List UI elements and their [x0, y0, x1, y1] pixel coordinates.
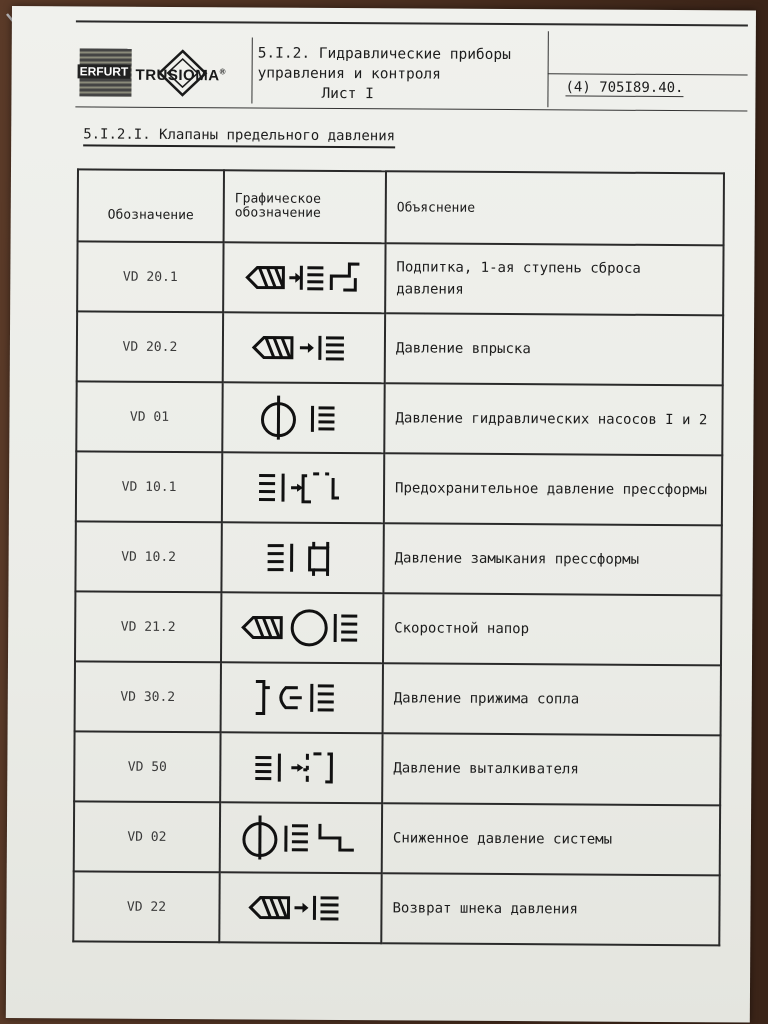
table-header-row: [78, 169, 724, 245]
logo-trusioma-text: TRUSIOMA®: [135, 66, 227, 85]
table-row: [77, 241, 723, 315]
ejector-bars-dashed-icon: [241, 743, 361, 792]
table-row: [76, 451, 722, 525]
row-explanation: Давление гидравлических насосов I и 2: [384, 383, 722, 455]
table-row: [75, 661, 721, 735]
row-explanation: Давление впрыска: [385, 313, 723, 385]
document-page: [6, 6, 756, 1023]
symbol-cell: [223, 242, 385, 313]
symbol-cell: [222, 382, 384, 453]
table-row: [76, 381, 722, 455]
row-code: VD 02: [74, 801, 220, 872]
row-explanation: Давление выталкивателя: [382, 733, 720, 805]
pump-bars-step-icon: [236, 813, 366, 862]
company-logo: [75, 42, 245, 101]
logo-erfurt-text: ERFURT: [79, 64, 129, 79]
section-title: 5.I.2.I. Клапаны предельного давления: [83, 126, 395, 148]
header-designation: Обозначение: [78, 169, 224, 242]
symbol-cell: [221, 522, 383, 593]
table-row: [74, 801, 720, 875]
row-explanation: Подпитка, 1-ая ступень сброса давления: [385, 243, 723, 315]
screw-arrow-bars-icon: [244, 327, 364, 368]
symbol-cell: [221, 662, 383, 733]
symbol-cell: [223, 312, 385, 383]
header-graphic: Графическое обозначение: [224, 170, 386, 243]
row-code: VD 20.2: [77, 311, 223, 382]
nozzle-bars-icon: [242, 673, 362, 722]
row-explanation: Сниженное давление системы: [382, 803, 720, 875]
row-explanation: Предохранительное давление прессформы: [384, 453, 722, 525]
title-line-2: управления и контроля: [257, 65, 441, 83]
symbol-cell: [222, 452, 384, 523]
symbol-cell: [220, 732, 382, 803]
row-code: VD 30.2: [75, 661, 221, 732]
bars-mold-icon: [247, 533, 357, 582]
pump-bars-icon: [248, 393, 358, 442]
row-code: VD 21.2: [75, 591, 221, 662]
row-code: VD 10.1: [76, 451, 222, 522]
row-code: VD 22: [73, 871, 219, 942]
row-explanation: Давление замыкания прессформы: [383, 523, 721, 595]
row-explanation: Возврат шнека давления: [381, 873, 719, 945]
title-line-3: Лист I: [321, 85, 374, 103]
document-number: (4) 705I89.40.: [565, 79, 684, 97]
table-row: [74, 731, 720, 805]
bars-arrow-mold-dashed-icon: [243, 463, 363, 512]
header-explanation: Объяснение: [386, 171, 724, 245]
table-row: [77, 311, 723, 385]
screw-bars-step-icon: [239, 257, 369, 298]
title-line-1: 5.I.2. Гидравлические приборы: [257, 45, 511, 64]
symbol-cell: [220, 802, 382, 873]
row-code: VD 50: [74, 731, 220, 802]
document-title: [257, 44, 511, 106]
valve-table: [72, 168, 725, 946]
symbol-cell: [219, 872, 381, 943]
row-code: VD 20.1: [77, 241, 223, 312]
symbol-cell: [221, 592, 383, 663]
row-code: VD 01: [76, 381, 222, 452]
screw-arrow-bars-2-icon: [240, 887, 360, 928]
table-row: [73, 871, 719, 945]
title-block: [75, 20, 748, 111]
row-explanation: Давление прижима сопла: [383, 663, 721, 735]
screw-circle-bars-icon: [237, 603, 367, 652]
row-explanation: Скоростной напор: [383, 593, 721, 665]
table-row: [75, 591, 721, 665]
table-row: [75, 521, 721, 595]
row-code: VD 10.2: [75, 521, 221, 592]
